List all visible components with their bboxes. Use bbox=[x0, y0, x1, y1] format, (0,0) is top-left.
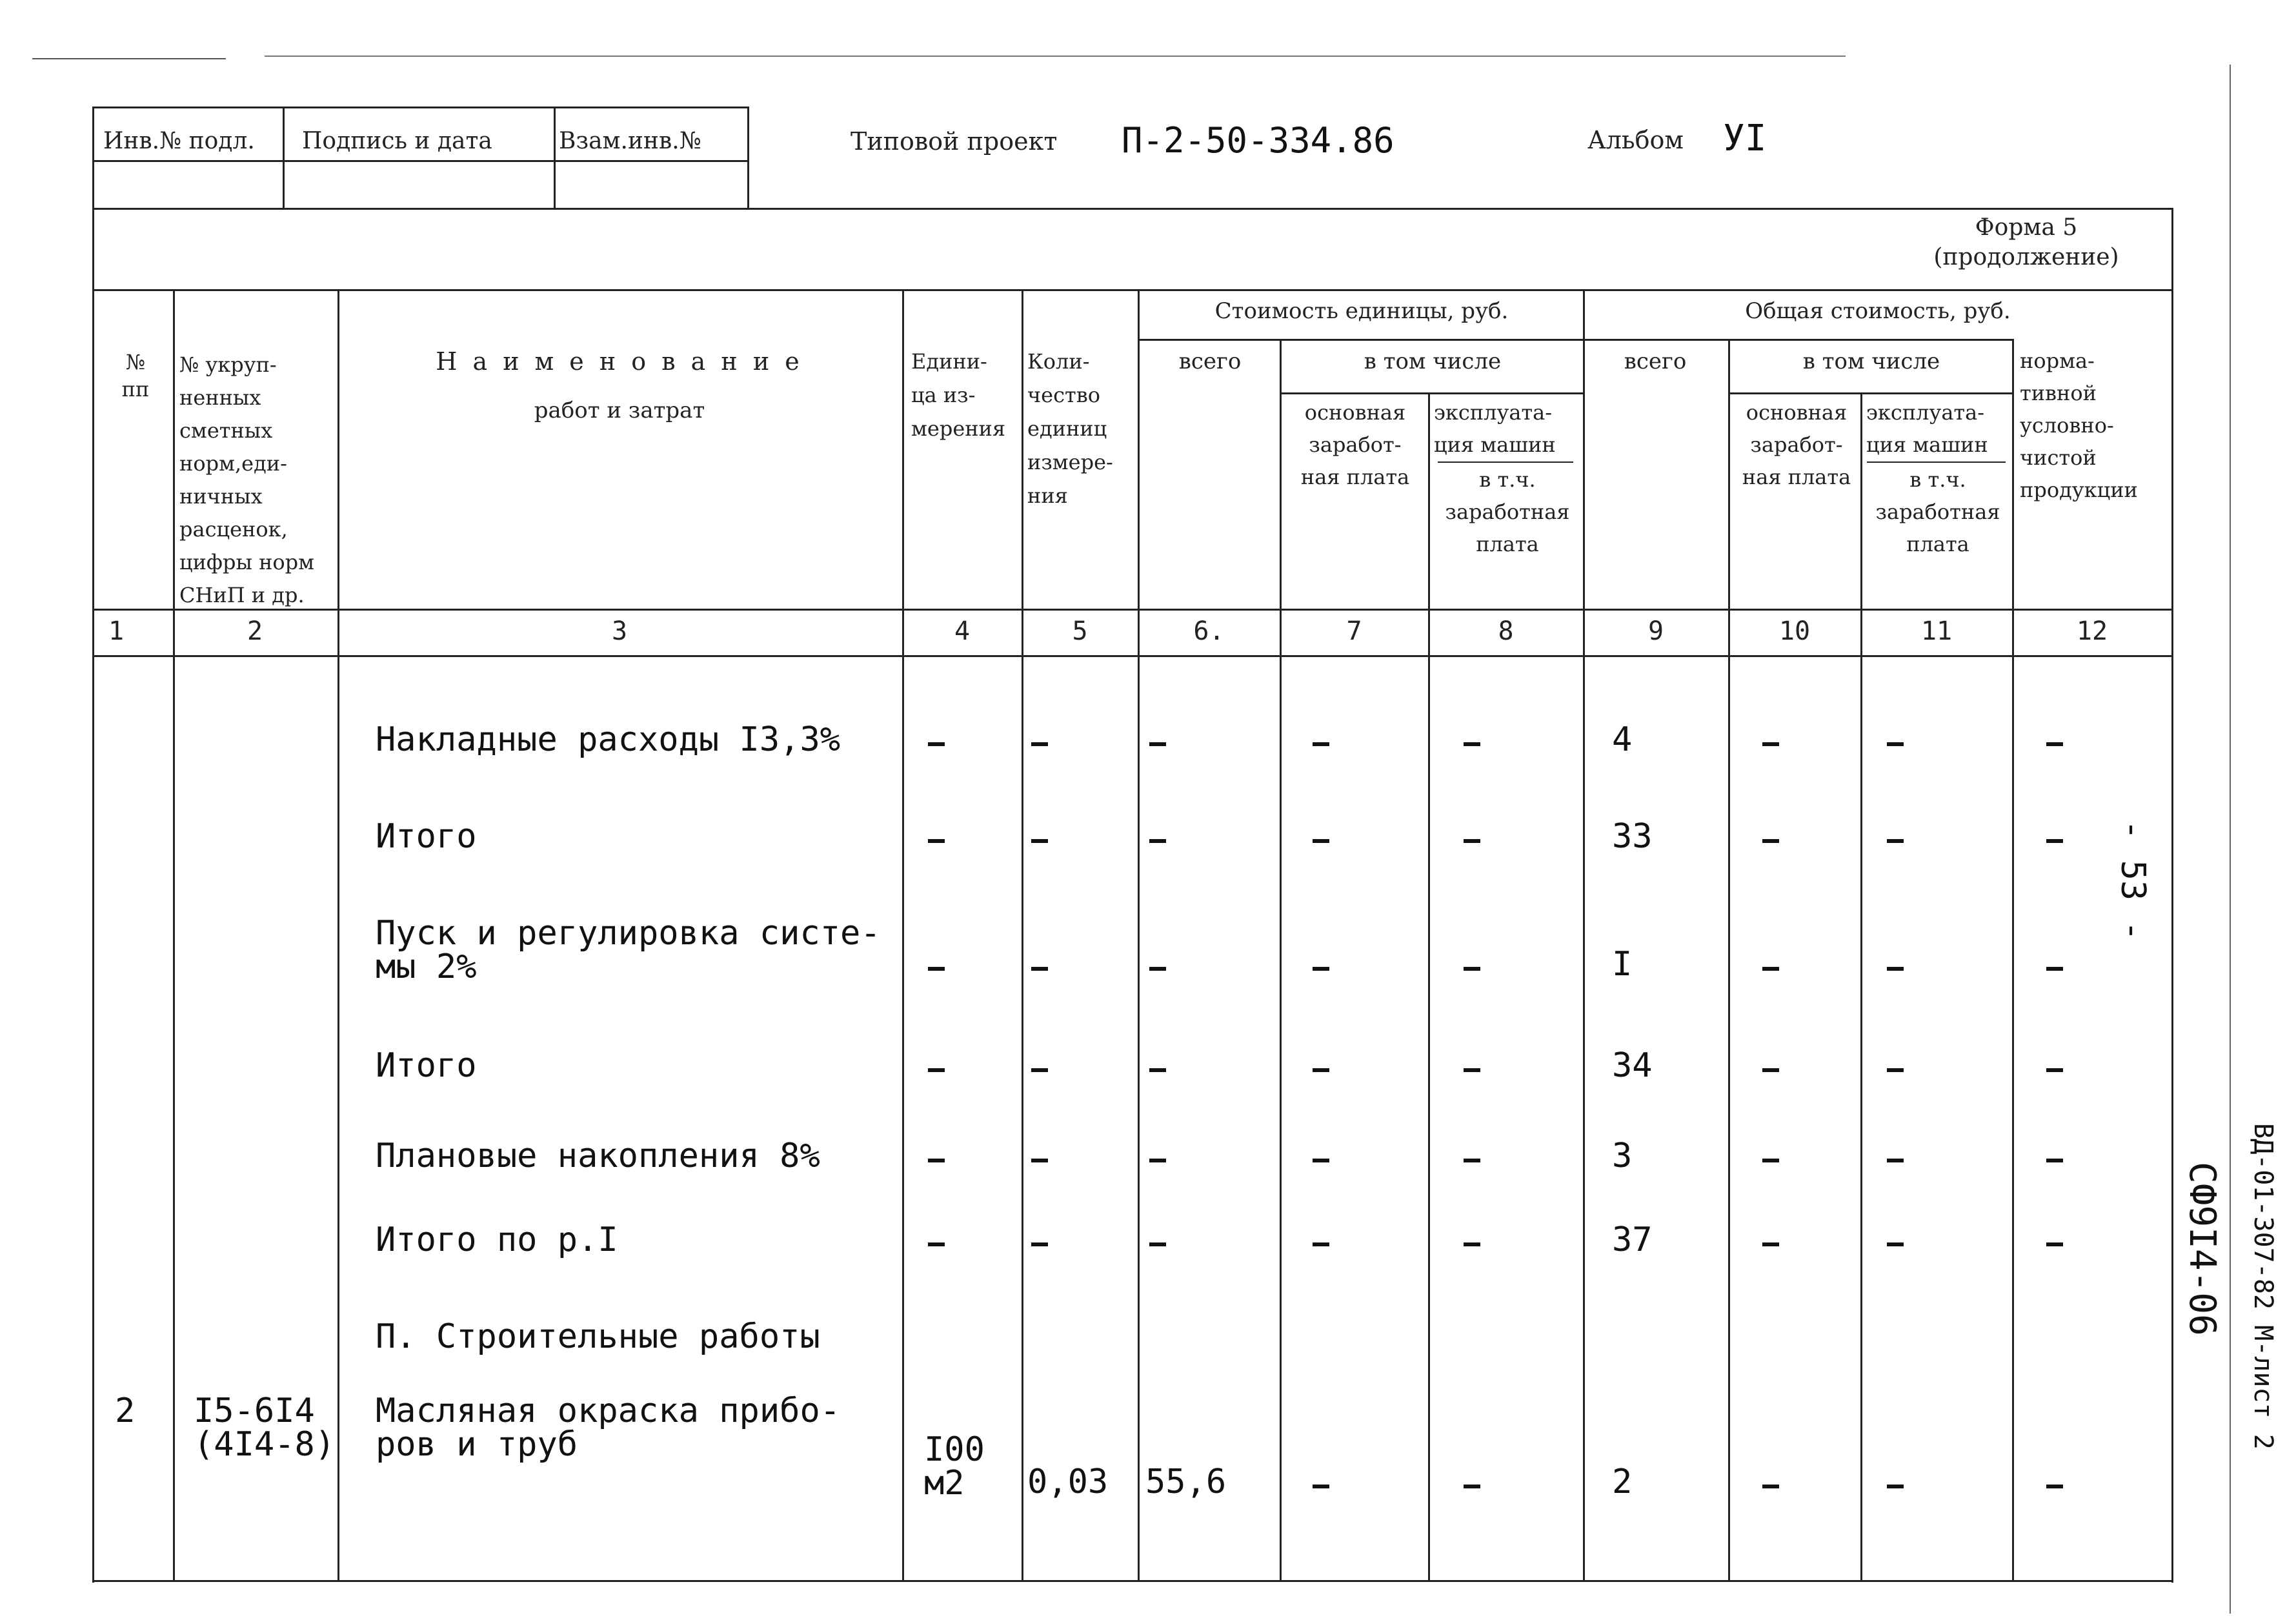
dash-mark bbox=[1762, 1068, 1779, 1072]
dash-mark bbox=[1031, 967, 1048, 971]
stamp-vzam-inv: Взам.инв.№ bbox=[559, 128, 701, 154]
row-value-c9: I bbox=[1612, 945, 1633, 984]
row-name: П. Строительные работы bbox=[376, 1317, 820, 1356]
col-number: 10 bbox=[1778, 616, 1811, 646]
stamp-podpis-data: Подпись и дата bbox=[302, 128, 492, 154]
dash-mark bbox=[2046, 742, 2063, 746]
row-name: Масляная окраска прибо- ров и труб bbox=[376, 1392, 841, 1464]
col-number: 5 bbox=[1072, 616, 1088, 646]
col-number: 3 bbox=[611, 616, 628, 646]
row-value-c9: 3 bbox=[1612, 1137, 1633, 1175]
header-unit-osnovnaya: основная заработ- ная плата bbox=[1300, 400, 1410, 489]
form-sublabel: (продолжение) bbox=[1933, 244, 2119, 270]
header-total-v-tom-chisle: в том числе bbox=[1802, 349, 1940, 374]
dash-mark bbox=[1149, 967, 1166, 971]
col-number: 4 bbox=[954, 616, 971, 646]
dash-mark bbox=[1887, 1068, 1904, 1072]
header-normativ: норма- тивной условно- чистой продукции bbox=[2020, 349, 2138, 502]
dash-mark bbox=[1762, 967, 1779, 971]
dash-mark bbox=[2046, 1068, 2063, 1072]
dash-mark bbox=[1031, 742, 1048, 746]
header-unit-vsego: всего bbox=[1178, 349, 1242, 374]
row-name: Итого по р.I bbox=[376, 1221, 618, 1259]
header-total-vsego: всего bbox=[1624, 349, 1687, 374]
col-number: 2 bbox=[247, 616, 263, 646]
row-name: Плановые накопления 8% bbox=[376, 1137, 820, 1175]
header-col-num: № пп bbox=[121, 350, 150, 401]
row-value-c9: 4 bbox=[1612, 720, 1633, 759]
row-value-unit: I00 м2 bbox=[924, 1430, 985, 1503]
row-value-c9: 37 bbox=[1612, 1221, 1653, 1259]
row-number: 2 bbox=[115, 1392, 136, 1430]
dash-mark bbox=[928, 839, 945, 843]
dash-mark bbox=[1464, 742, 1480, 746]
row-name: Итого bbox=[376, 1046, 477, 1085]
col-number: 1 bbox=[108, 616, 125, 646]
dash-mark bbox=[1762, 1159, 1779, 1162]
dash-mark bbox=[1149, 1159, 1166, 1162]
row-value-c9: 33 bbox=[1612, 817, 1653, 856]
dash-mark bbox=[1887, 742, 1904, 746]
dash-mark bbox=[1313, 1068, 1329, 1072]
page-number: - 53 - bbox=[2113, 820, 2152, 941]
dash-mark bbox=[1887, 1485, 1904, 1488]
dash-mark bbox=[1149, 839, 1166, 843]
row-name: Пуск и регулировка систе- мы 2% bbox=[376, 914, 881, 986]
header-col-norms: № укруп- ненных сметных норм,еди- ничных расценок, цифры норм СНиП и др. bbox=[179, 352, 315, 607]
sheet-label: ВД-01-307-82 М-лист 2 bbox=[2248, 1123, 2278, 1450]
dash-mark bbox=[1149, 1242, 1166, 1246]
col-number: 9 bbox=[1647, 616, 1664, 646]
scan-artifact bbox=[265, 56, 1846, 57]
dash-mark bbox=[928, 1068, 945, 1072]
header-unit-v-tom-chisle: в том числе bbox=[1364, 349, 1502, 374]
col-number: 7 bbox=[1346, 616, 1362, 646]
dash-mark bbox=[1887, 1159, 1904, 1162]
dash-mark bbox=[1464, 1159, 1480, 1162]
row-value-qty: 0,03 bbox=[1027, 1463, 1109, 1501]
stamp-inv-podl: Инв.№ подл. bbox=[103, 128, 255, 154]
dash-mark bbox=[1464, 967, 1480, 971]
dash-mark bbox=[928, 1242, 945, 1246]
col-number: 8 bbox=[1498, 616, 1514, 646]
project-code: П-2-50-334.86 bbox=[1122, 120, 1395, 161]
project-label: Типовой проект bbox=[851, 127, 1058, 156]
dash-mark bbox=[928, 742, 945, 746]
dash-mark bbox=[1313, 1485, 1329, 1488]
col-number: 11 bbox=[1920, 616, 1953, 646]
dash-mark bbox=[1887, 1242, 1904, 1246]
scan-artifact bbox=[32, 58, 226, 59]
dash-mark bbox=[1464, 839, 1480, 843]
header-total-ekspl: эксплуата- ция машин bbox=[1866, 400, 1988, 457]
dash-mark bbox=[1149, 1068, 1166, 1072]
dash-mark bbox=[2046, 1159, 2063, 1162]
album-label: Альбом bbox=[1587, 126, 1684, 154]
dash-mark bbox=[1762, 839, 1779, 843]
dash-mark bbox=[1464, 1068, 1480, 1072]
dash-mark bbox=[1313, 967, 1329, 971]
dash-mark bbox=[1031, 1159, 1048, 1162]
header-total-ekspl-zp: в т.ч. заработная плата bbox=[1875, 467, 2000, 556]
dash-mark bbox=[928, 1159, 945, 1162]
dash-mark bbox=[2046, 967, 2063, 971]
dash-mark bbox=[2046, 1242, 2063, 1246]
dash-mark bbox=[1149, 742, 1166, 746]
header-total-cost-group: Общая стоимость, руб. bbox=[1745, 298, 2011, 324]
header-unit-ekspl: эксплуата- ция машин bbox=[1434, 400, 1556, 457]
dash-mark bbox=[1887, 839, 1904, 843]
dash-mark bbox=[1031, 839, 1048, 843]
dash-mark bbox=[1313, 839, 1329, 843]
dash-mark bbox=[1313, 1159, 1329, 1162]
row-name: Итого bbox=[376, 817, 477, 856]
header-unit-cost-group: Стоимость единицы, руб. bbox=[1214, 298, 1509, 324]
row-norm-code: I5-6I4 (4I4-8) bbox=[194, 1392, 336, 1464]
row-value-c9: 2 bbox=[1612, 1463, 1633, 1501]
dash-mark bbox=[2046, 839, 2063, 843]
document-code: СФ9I4-06 bbox=[2181, 1162, 2223, 1336]
col-number: 6. bbox=[1193, 616, 1225, 646]
dash-mark bbox=[1464, 1485, 1480, 1488]
form-label: Форма 5 bbox=[1975, 214, 2078, 241]
col-number: 12 bbox=[2076, 616, 2108, 646]
dash-mark bbox=[1313, 742, 1329, 746]
dash-mark bbox=[1887, 967, 1904, 971]
dash-mark bbox=[928, 967, 945, 971]
header-col-qty: Коли- чество единиц измере- ния bbox=[1027, 349, 1113, 508]
header-unit-ekspl-zp: в т.ч. заработная плата bbox=[1445, 467, 1570, 556]
album-value: УI bbox=[1723, 117, 1767, 159]
dash-mark bbox=[2046, 1485, 2063, 1488]
header-total-osnovnaya: основная заработ- ная плата bbox=[1742, 400, 1851, 489]
dash-mark bbox=[1762, 1242, 1779, 1246]
row-name: Накладные расходы I3,3% bbox=[376, 720, 841, 759]
header-col-name-title: Н а и м е н о в а н и е bbox=[436, 347, 803, 376]
dash-mark bbox=[1464, 1242, 1480, 1246]
row-value-c6: 55,6 bbox=[1145, 1463, 1227, 1501]
header-col-unit: Едини- ца из- мерения bbox=[911, 349, 1006, 441]
dash-mark bbox=[1031, 1068, 1048, 1072]
margin-rule bbox=[2230, 65, 2231, 1614]
header-col-name-sub: работ и затрат bbox=[534, 398, 705, 423]
dash-mark bbox=[1313, 1242, 1329, 1246]
dash-mark bbox=[1762, 742, 1779, 746]
row-value-c9: 34 bbox=[1612, 1046, 1653, 1085]
dash-mark bbox=[1031, 1242, 1048, 1246]
dash-mark bbox=[1762, 1485, 1779, 1488]
